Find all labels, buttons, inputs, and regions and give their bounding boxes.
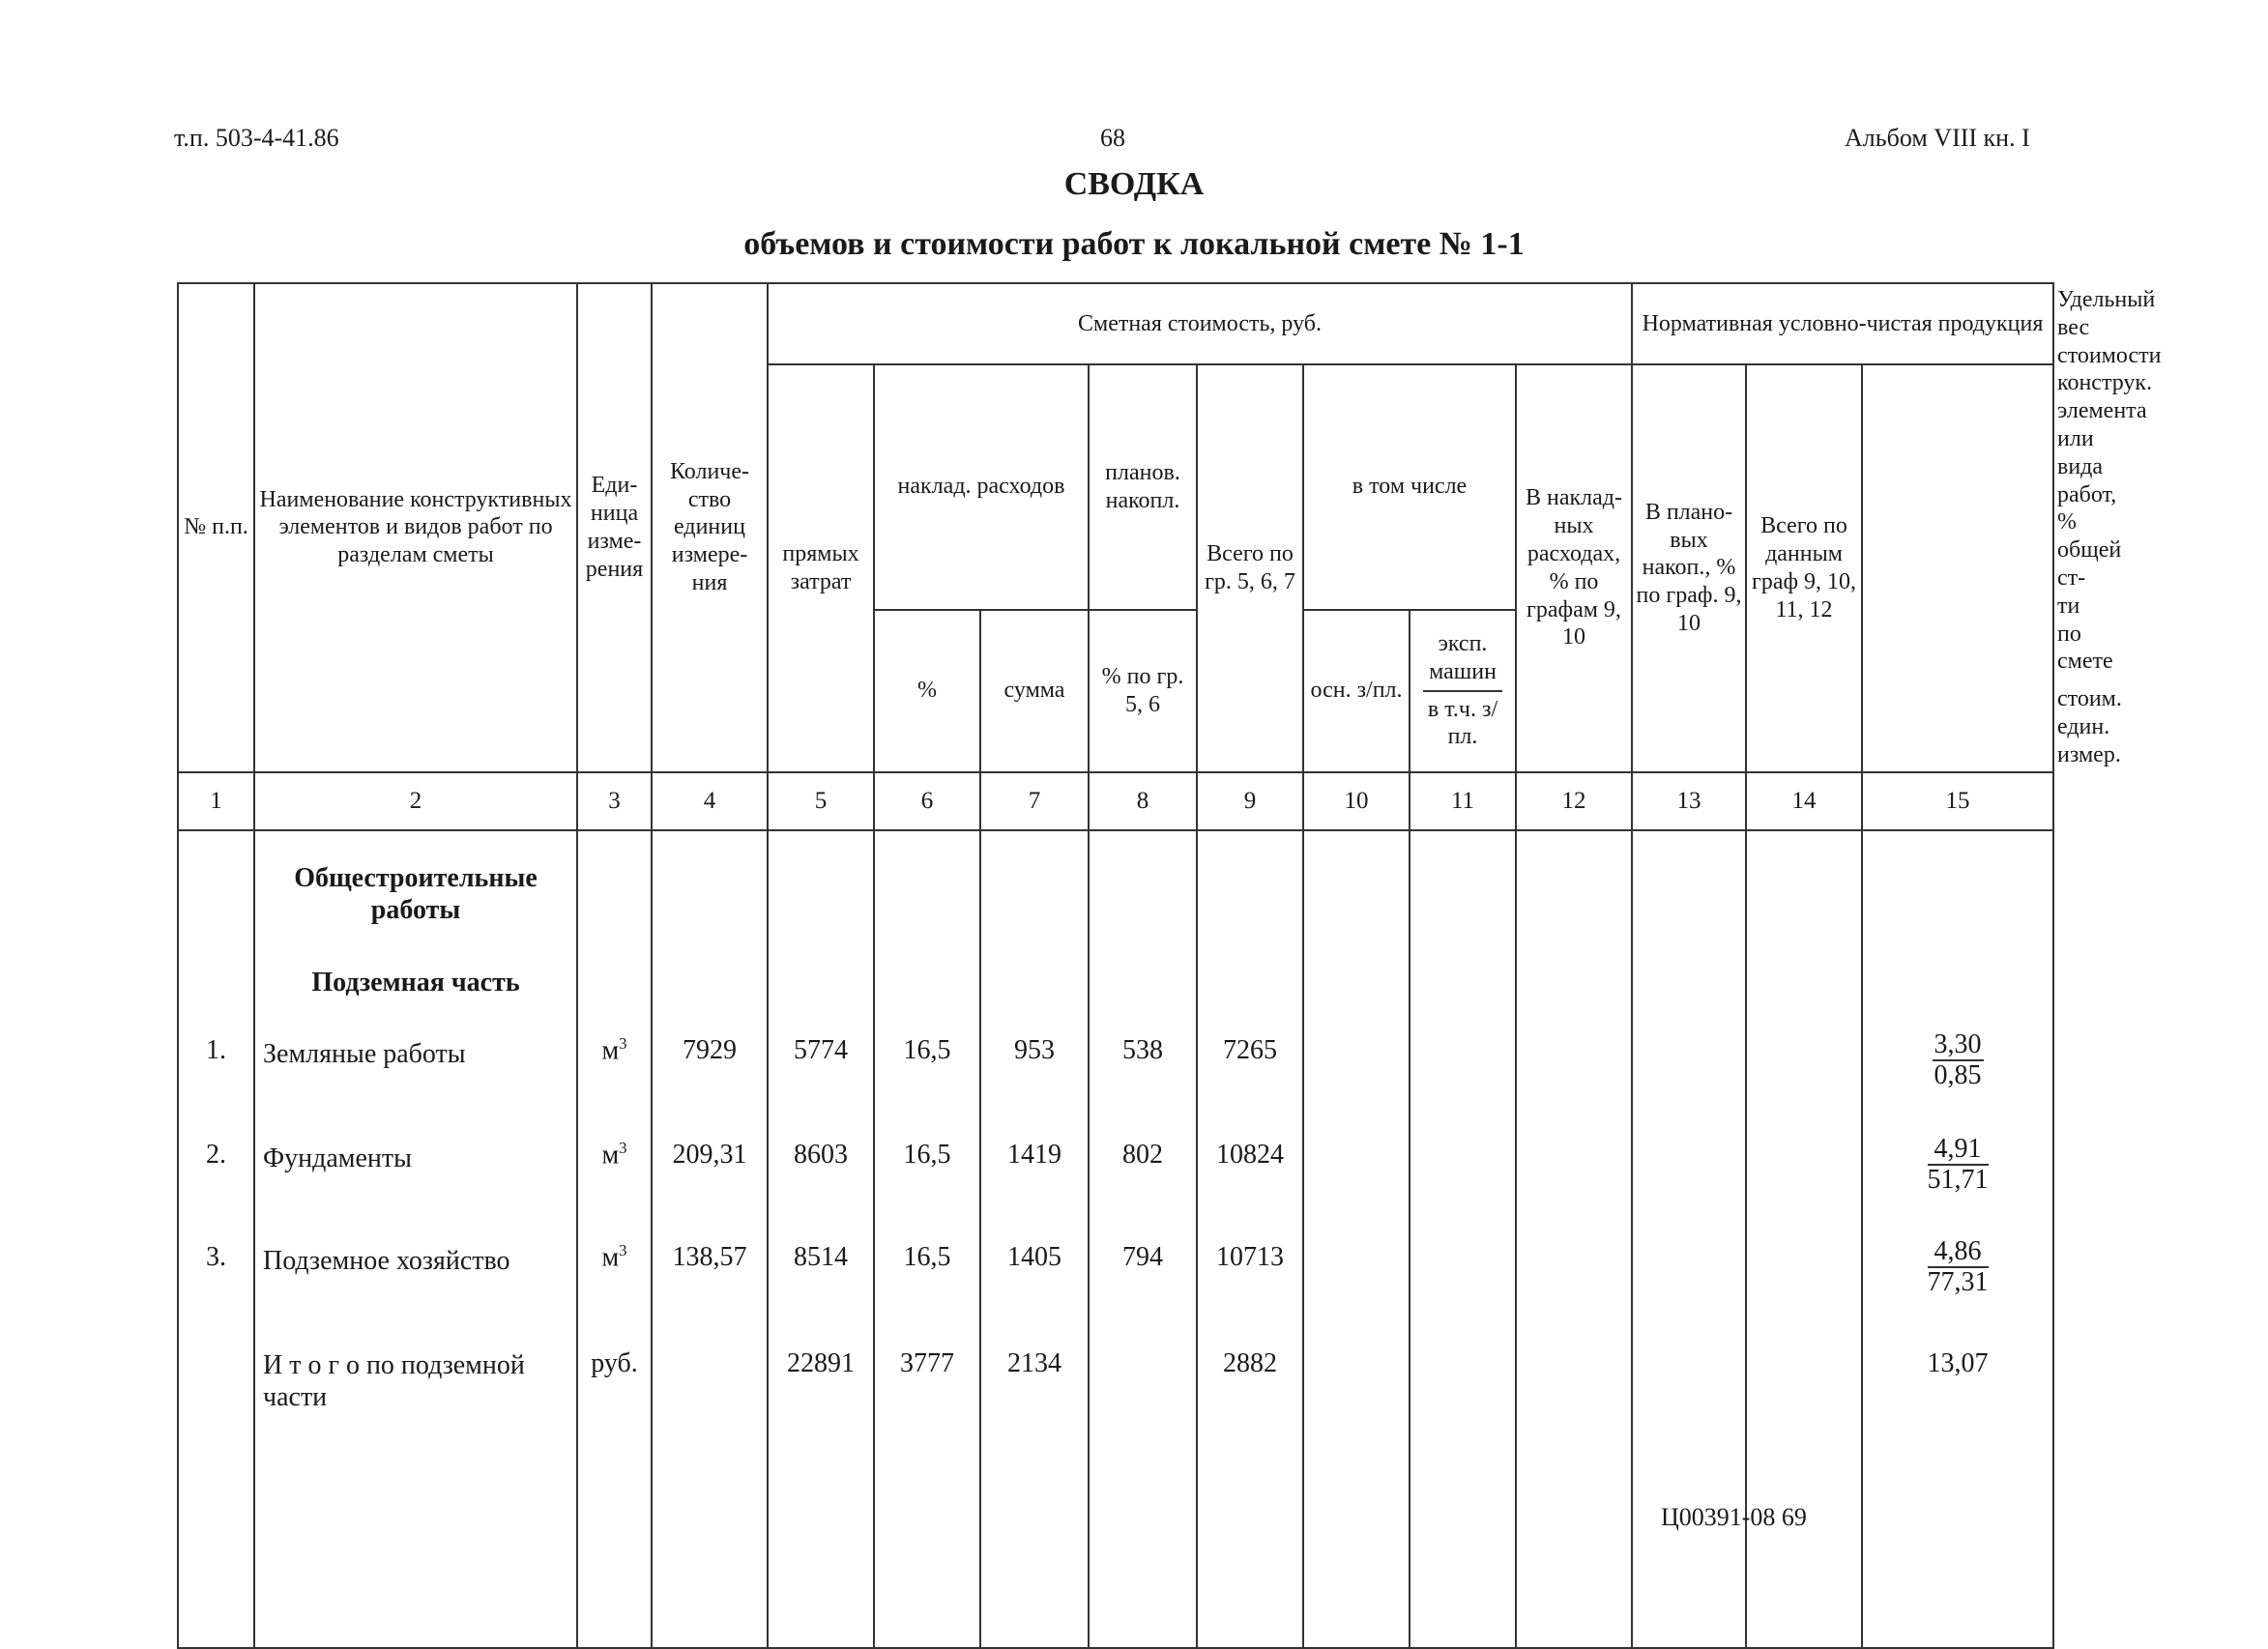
- col-header-direct: прямых затрат: [768, 364, 874, 772]
- body-column: [1516, 830, 1632, 1648]
- row-direct: 8603: [794, 1139, 848, 1170]
- col-number: 5: [768, 772, 874, 830]
- total-sum: 2134: [1007, 1347, 1061, 1378]
- col-header-unit: Еди-ница изме-рения: [577, 283, 652, 772]
- col-number: 7: [980, 772, 1089, 830]
- body-column: [254, 830, 577, 1648]
- col-header-qty: Количе-ство единиц измере-ния: [652, 283, 768, 772]
- row-name: Фундаменты: [263, 1143, 412, 1173]
- body-column: [1089, 830, 1197, 1648]
- row-share-fraction: [1863, 1135, 2052, 1197]
- row-share-fraction: [1863, 1237, 2052, 1299]
- row-unit-cost: 0,85: [1934, 1060, 1982, 1091]
- row-plan: 802: [1122, 1139, 1163, 1170]
- doc-subtitle: объемов и стоимости работ к локальной смете № 1-1: [743, 226, 1525, 262]
- row-number: 1.: [206, 1034, 226, 1065]
- body-column: [577, 830, 652, 1648]
- body-column: [1410, 830, 1516, 1648]
- doc-code: т.п. 503-4-41.86: [174, 124, 339, 152]
- row-direct: 5774: [794, 1034, 848, 1065]
- col-header-machines: [1410, 610, 1516, 772]
- album-ref: Альбом VIII кн. I: [1845, 124, 2030, 152]
- summary-table: № п.п. Наименование конструктивных элементов и видов работ по разделам сметы Еди-ница изме-рения Количе-ство единиц измере-ния Сметная стоимость, руб. Нормативная условно-чистая продукция Удельный вес стоимости конструк. элемента или вида работ, % общей ст-ти по смете стоим. един. измер. прямых затрат наклад. расходов планов. накопл. Всего по гр. 5, 6, 7 в том числе В наклад-ных расходах, % по графам 9, 10 В плано-вых накоп., % по граф. 9, 10 Всего по данным граф 9, 10, 11, 12 % сумма % по гр. 5, 6 осн. з/пл. эксп. машин в т.ч. з/пл. 1 2 3 4 5 6 7 8 9 10 11 12 13 14 15 1. 2. 3. Общестроительные работы Подземная часть Земляные работы Фундаменты Подземное хозяйство И т о г о по подземной части $м^3$ $м^3$ $м^3$ руб. 7929 209,31 138,57 5774 8603 8514 22891 16,5 16,5 16,5 3777 953 1419 1405 2134 538 802 794 7265 10824 10713 2882 $\frac{3,30}{0,85}$ $\frac{4,91}{51,71}$ $\frac{4,86}{77,31}$ 13,07: [177, 282, 2054, 1649]
- col-group-norm: Нормативная условно-чистая продукция: [1632, 283, 2053, 364]
- row-qty: 138,57: [672, 1241, 747, 1272]
- doc-title: СВОДКА: [1063, 166, 1205, 202]
- row-unit: [578, 1034, 651, 1067]
- col-number: 2: [254, 772, 577, 830]
- col-header-number: № п.п.: [178, 283, 254, 772]
- col-group-incl: в том числе: [1303, 364, 1516, 610]
- unit-exponent: 3: [619, 1240, 627, 1259]
- col-group-cost: Сметная стоимость, руб.: [768, 283, 1632, 364]
- row-plan: 794: [1122, 1241, 1163, 1272]
- col-header-overhead-pct: В наклад-ных расходах, % по графам 9, 10: [1516, 364, 1632, 772]
- col-group-planned: планов. накопл.: [1089, 364, 1197, 610]
- row-unit: [578, 1139, 651, 1172]
- row-qty: 7929: [683, 1034, 737, 1065]
- unit-exponent: 3: [619, 1138, 627, 1157]
- footer-code: Ц00391-08 69: [1661, 1503, 1807, 1531]
- col-number: 1: [178, 772, 254, 830]
- row-share-fraction: [1863, 1030, 2052, 1092]
- row-number: 2.: [206, 1139, 226, 1170]
- total-name: И т о г о по подземной части: [263, 1349, 525, 1413]
- unit-text: м: [601, 1034, 620, 1065]
- row-share: 4,86: [1928, 1237, 1989, 1269]
- fraction: [1928, 1237, 1989, 1299]
- total-direct: 22891: [787, 1347, 855, 1378]
- col-number: 11: [1410, 772, 1516, 830]
- body-column: [178, 830, 254, 1648]
- body-column: [652, 830, 768, 1648]
- row-direct: 8514: [794, 1241, 848, 1272]
- body-column: [768, 830, 874, 1648]
- col-header-pct: %: [874, 610, 980, 772]
- col-header-total: Всего по гр. 5, 6, 7: [1197, 364, 1303, 772]
- body-column: [980, 830, 1089, 1648]
- row-sum: 1419: [1007, 1139, 1061, 1170]
- col-number: 8: [1089, 772, 1197, 830]
- body-column: [1303, 830, 1410, 1648]
- col-header-name: Наименование конструктивных элементов и видов работ по разделам сметы: [254, 283, 577, 772]
- row-total: 7265: [1223, 1034, 1277, 1065]
- fraction: [1928, 1135, 1989, 1197]
- row-pct: 16,5: [903, 1034, 951, 1065]
- row-name: Подземное хозяйство: [263, 1245, 510, 1276]
- unit-exponent: 3: [619, 1033, 627, 1053]
- total-total: 2882: [1223, 1347, 1277, 1378]
- row-plan: 538: [1122, 1034, 1163, 1065]
- col-number: 10: [1303, 772, 1410, 830]
- col-number: 13: [1632, 772, 1746, 830]
- row-pct: 16,5: [903, 1241, 951, 1272]
- col-number: 9: [1197, 772, 1303, 830]
- body-column: [874, 830, 980, 1648]
- row-share: 4,91: [1928, 1135, 1989, 1167]
- header-divider: [1423, 690, 1502, 692]
- col-header-plan-pct: % по гр. 5, 6: [1089, 610, 1197, 772]
- row-sum: 953: [1014, 1034, 1055, 1065]
- body-column: [1197, 830, 1303, 1648]
- unit-text: м: [601, 1139, 620, 1170]
- row-unit-cost: 77,31: [1927, 1267, 1989, 1298]
- section-title: Общестроительные работы: [294, 862, 538, 926]
- row-name: Земляные работы: [263, 1038, 466, 1069]
- col-header-total-cols: Всего по данным граф 9, 10, 11, 12: [1746, 364, 1862, 772]
- fraction: [1933, 1030, 1984, 1092]
- row-pct: 16,5: [903, 1139, 951, 1170]
- body-column: [1862, 830, 2053, 1648]
- row-total: 10713: [1216, 1241, 1284, 1272]
- row-sum: 1405: [1007, 1241, 1061, 1272]
- machines-salary-label: в т.ч. з/пл.: [1427, 696, 1498, 750]
- col-number: 3: [577, 772, 652, 830]
- unit-text: м: [601, 1241, 620, 1272]
- machines-label: эксп. машин: [1429, 630, 1497, 684]
- row-total: 10824: [1216, 1139, 1284, 1170]
- col-header-base-salary: осн. з/пл.: [1303, 610, 1410, 772]
- total-share: 13,07: [1927, 1347, 1989, 1378]
- row-unit-cost: 51,71: [1927, 1165, 1989, 1196]
- col-number: 4: [652, 772, 768, 830]
- total-pct: 3777: [900, 1347, 954, 1378]
- page-number: 68: [1100, 124, 1125, 152]
- total-unit: руб.: [591, 1347, 638, 1378]
- col-number: 12: [1516, 772, 1632, 830]
- col-group-overhead: наклад. расходов: [874, 364, 1089, 610]
- row-unit: [578, 1241, 651, 1274]
- row-qty: 209,31: [672, 1139, 747, 1170]
- col-number: 15: [1862, 772, 2053, 830]
- col-number: 6: [874, 772, 980, 830]
- row-number: 3.: [206, 1241, 226, 1272]
- col-number: 14: [1746, 772, 1862, 830]
- section-subtitle: Подземная часть: [311, 967, 520, 998]
- col-header-planned-pct: В плано-вых накоп., % по граф. 9, 10: [1632, 364, 1746, 772]
- col-header-sum: сумма: [980, 610, 1089, 772]
- row-share: 3,30: [1933, 1030, 1984, 1062]
